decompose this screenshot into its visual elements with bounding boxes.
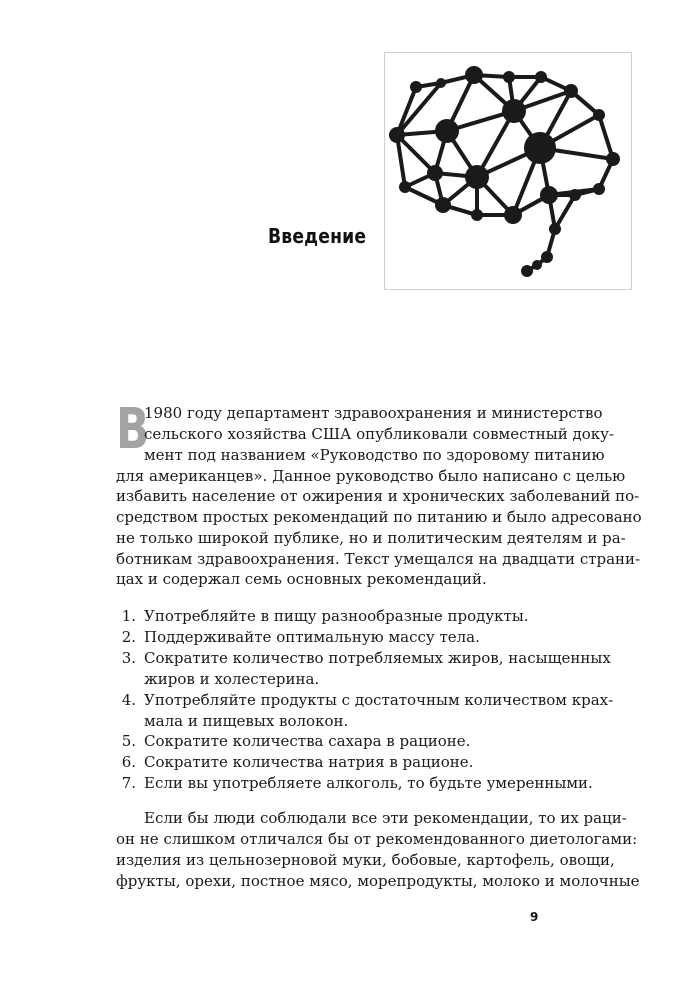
list-text: Сократите количество потребляемых жиров, насыщенных: [144, 649, 611, 667]
list-number: 5.: [121, 732, 136, 750]
intro-line: мент под названием «Руководство по здоровому питанию: [144, 446, 605, 464]
intro-line: средством простых рекомендаций по питанию и было адресовано: [116, 508, 642, 526]
outro-line: Если бы люди соблюдали все эти рекомендации, то их раци-: [144, 809, 627, 827]
chapter-title: Введение: [268, 224, 367, 248]
list-text: Употребляйте продукты с достаточным количеством крах-: [144, 691, 614, 709]
brain-illustration-frame: [384, 52, 632, 290]
outro-line: он не слишком отличался бы от рекомендованного диетологами:: [116, 830, 638, 848]
list-text: Употребляйте в пищу разнообразные продукты.: [144, 607, 529, 625]
list-item: [116, 773, 593, 794]
drop-cap: В: [116, 397, 150, 462]
list-text: Сократите количества сахара в рационе.: [144, 732, 471, 750]
outro-line: изделия из цельнозерновой муки, бобовые, картофель, овощи,: [116, 851, 615, 869]
outro-line: фрукты, орехи, постное мясо, морепродукты, молоко и молочные: [116, 872, 640, 890]
list-item: [116, 606, 529, 627]
list-number: 1.: [121, 607, 136, 625]
intro-line: для американцев». Данное руководство было написано с целью: [116, 467, 626, 485]
intro-line: не только широкой публике, но и политическим деятелям и ра-: [116, 529, 626, 547]
brain-network-icon: [385, 53, 633, 291]
list-text-continued: жиров и холестерина.: [144, 670, 320, 688]
list-item: [116, 752, 473, 773]
list-item: [116, 648, 611, 669]
list-text-continued: мала и пищевых волокон.: [144, 712, 349, 730]
intro-line: 1980 году департамент здравоохранения и министерство: [144, 404, 603, 422]
list-item: [116, 690, 613, 711]
list-number: 4.: [121, 691, 136, 709]
list-number: 3.: [121, 649, 136, 667]
page-number: 9: [530, 910, 539, 924]
list-number: 6.: [121, 753, 136, 771]
list-item: [116, 731, 470, 752]
list-item: [116, 627, 480, 648]
list-number: 2.: [121, 628, 136, 646]
list-text: Поддерживайте оптимальную массу тела.: [144, 628, 480, 646]
intro-line: цах и содержал семь основных рекомендаций.: [116, 570, 487, 588]
intro-line: ботникам здравоохранения. Текст умещался на двадцати страни-: [116, 550, 641, 568]
intro-line: избавить население от ожирения и хронических заболеваний по-: [116, 487, 640, 505]
list-text: Если вы употребляете алкоголь, то будьте умеренными.: [144, 774, 593, 792]
list-text: Сократите количества натрия в рационе.: [144, 753, 474, 771]
list-number: 7.: [121, 774, 136, 792]
intro-line: сельского хозяйства США опубликовали совместный доку-: [144, 425, 615, 443]
